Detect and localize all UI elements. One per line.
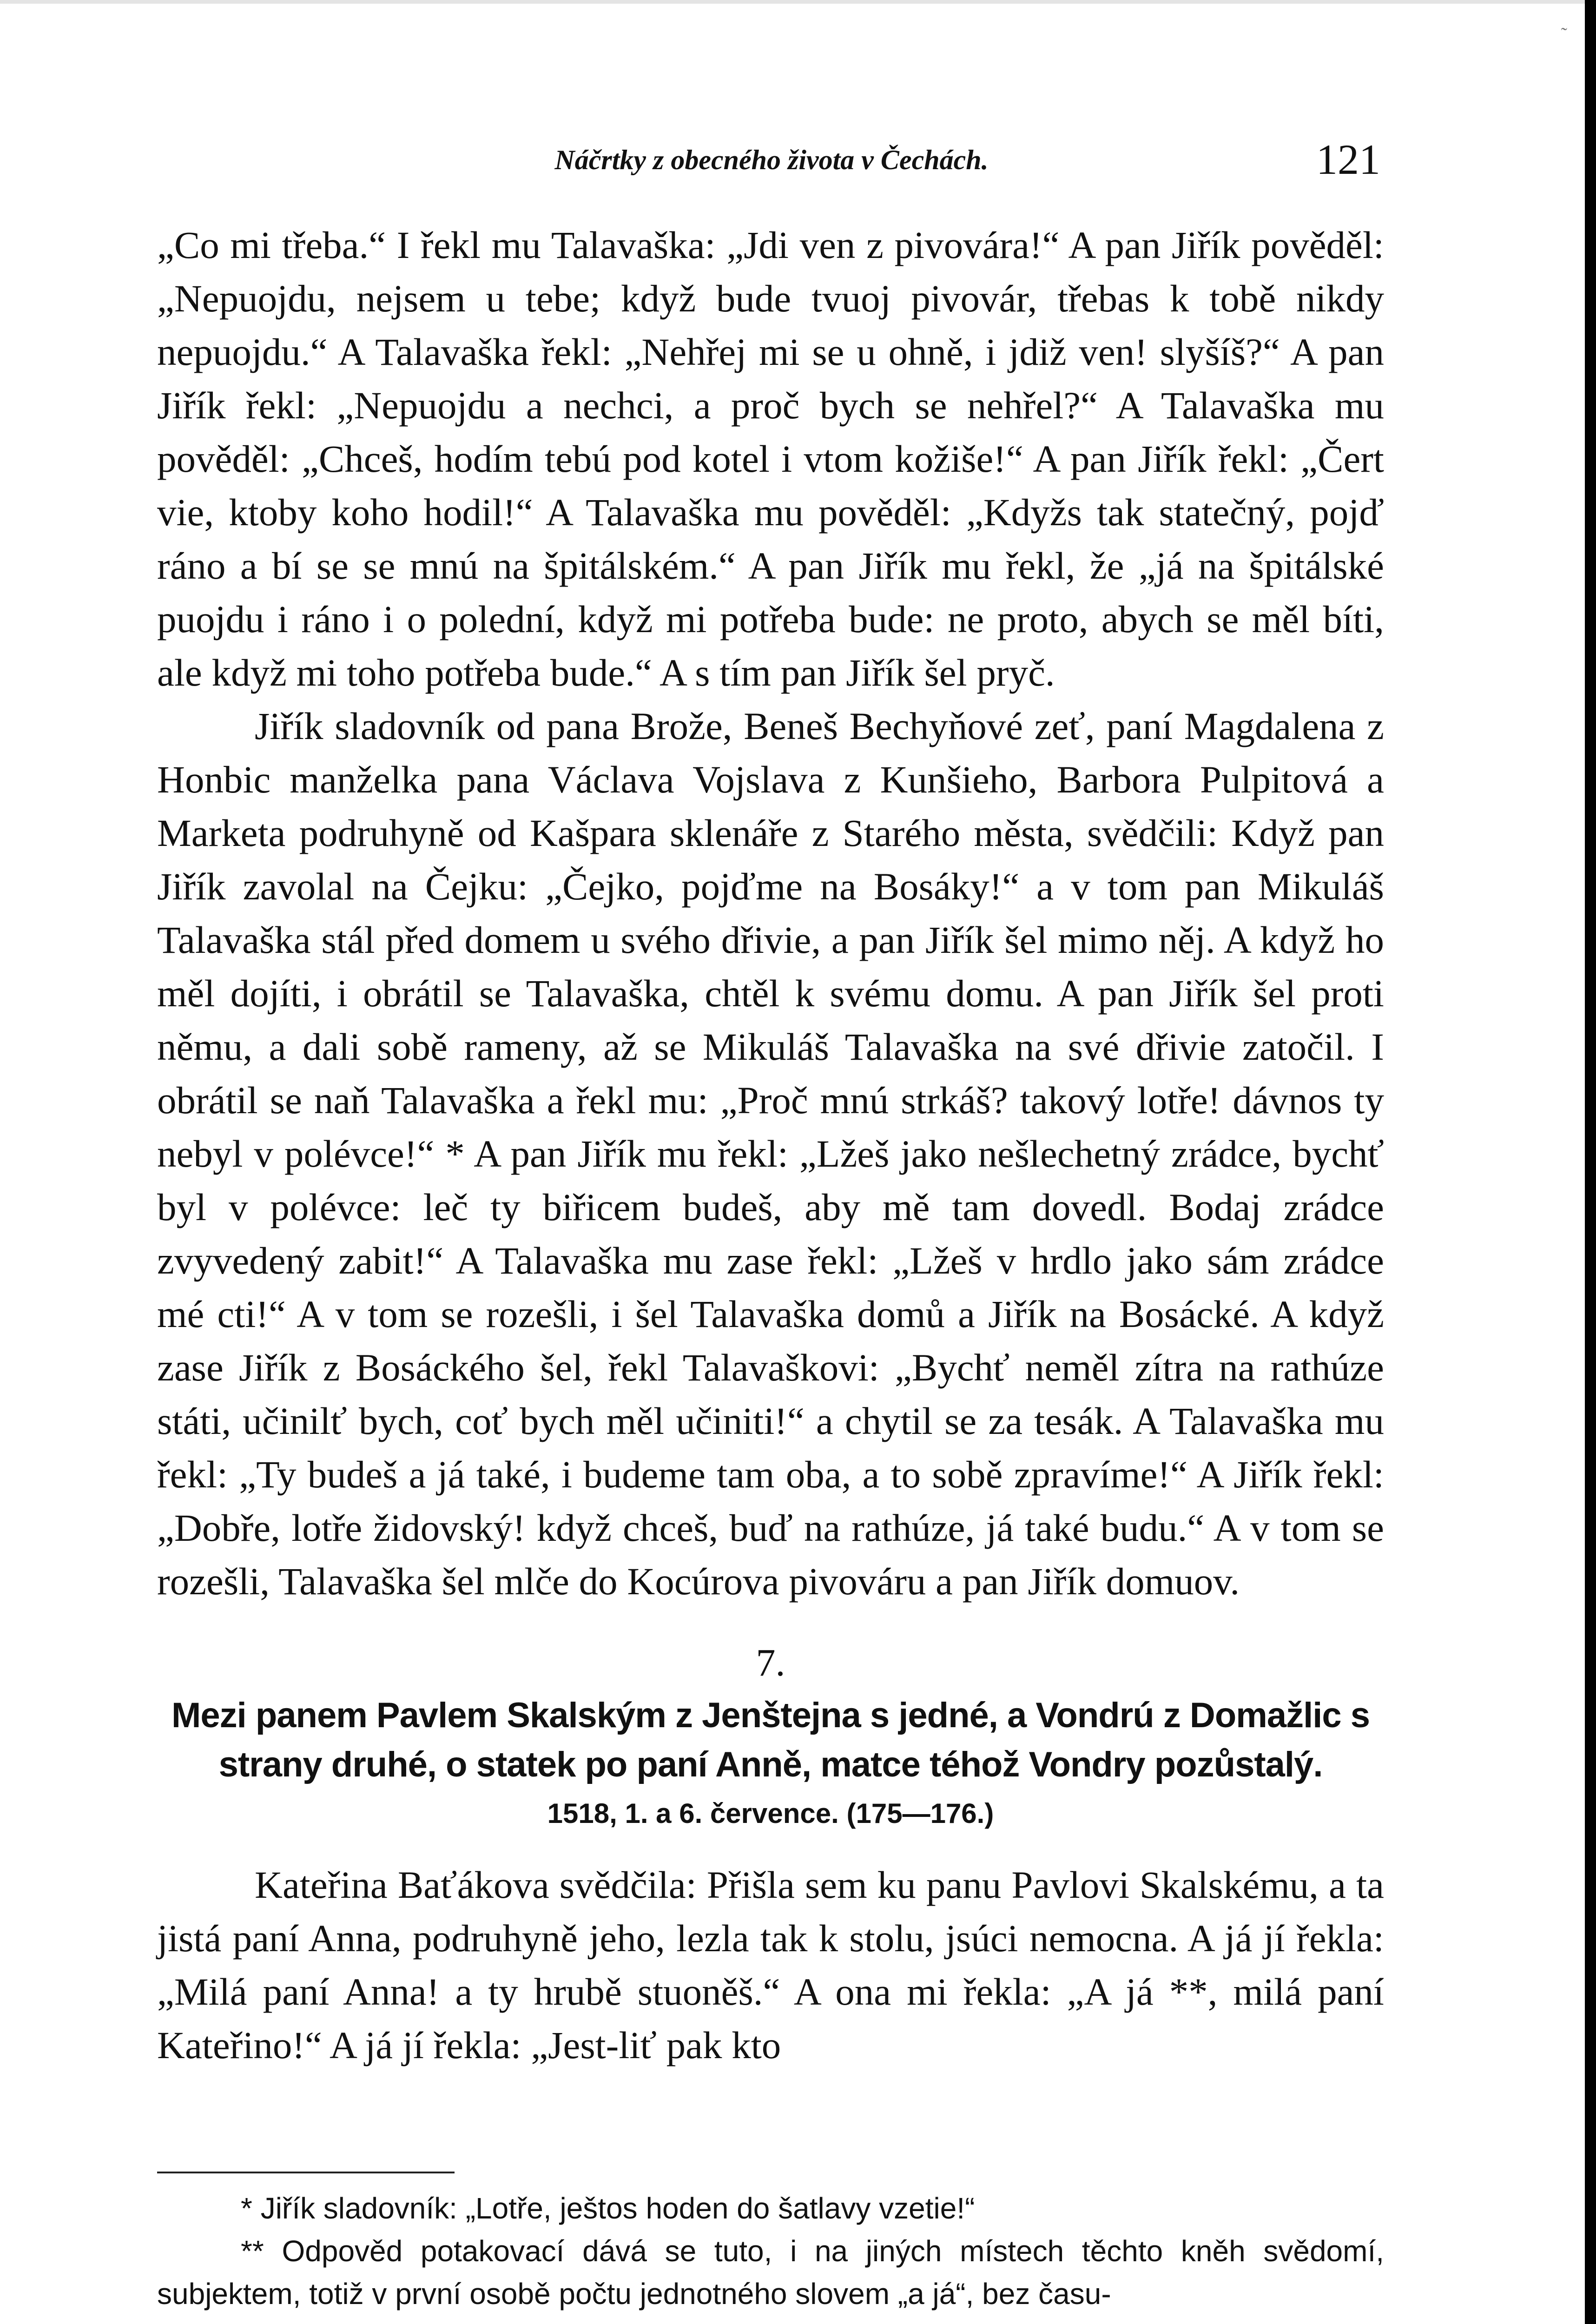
section-heading: Mezi panem Pavlem Skalským z Jenštejna s jedné, a Vondrú z Domažlic s strany druhé, o statek po paní Anně, matce téhož Vondry pozůstalý. [171, 1696, 1370, 1784]
body-text [157, 218, 1384, 2072]
page-header [163, 135, 1380, 195]
paragraph: Jiřík sladovník od pana Brože, Beneš Bechyňové zeť, paní Magdalena z Honbic manželka pana Václava Vojslava z Kunšieho, Barbora Pulpitová a Marketa podruhyně od Kašpara sklenáře z Starého města, svědčili: Když pan Jiřík zavolal na Čejku: „Čejko, pojďme na Bosáky!“ a v tom pan Mikuláš Talavaška stál před domem u svého dřivie, a pan Jiřík šel mimo něj. A když ho měl dojíti, i obrátil se Talavaška, chtěl k svému domu. A pan Jiřík šel proti němu, a dali sobě rameny, až se Mikuláš Talavaška na své dřivie zatočil. I obrátil se naň Talavaška a řekl mu: „Proč mnú strkáš? takový lotře! dávnos ty nebyl v polévce!“ * A pan Jiřík mu řekl: „Lžeš jako nešlechetný zrádce, bychť byl v polévce: leč ty biřicem budeš, aby mě tam dovedl. Bodaj zrádce zvyvedený zabit!“ A Talavaška mu zase řekl: „Lžeš v hrdlo jako sám zrádce mé cti!“ A v tom se rozešli, i šel Talavaška domů a Jiřík na Bosácké. A když zase Jiřík z Bosáckého šel, řekl Talavaškovi: „Bychť neměl zítra na rathúze státi, učinilť bych, coť bych měl učiniti!“ a chytil se za tesák. A Talavaška mu řekl: „Ty budeš a já také, i budeme tam oba, a to sobě zpravíme!“ A Jiřík řekl: „Dobře, lotře židovský! když chceš, buď na rathúze, já také budu.“ A v tom se rozešli, Talavaška šel mlče do Kocúrova pivováru a pan Jiřík domuov. [157, 705, 1384, 1603]
footnotes [157, 2187, 1384, 2315]
scan-top-edge [0, 0, 1596, 4]
footnote: ** Odpověd potakovací dává se tuto, i na jiných místech těchto kněh svědomí, subjektem, totiž v první osobě počtu jednotného slovem „a já“, bez času- [157, 2234, 1384, 2311]
footnote: * Jiřík sladovník: „Lotře, ještos hoden do šatlavy vzetie!“ [241, 2192, 975, 2225]
section-date: 1518, 1. a 6. července. (175—176.) [547, 1798, 994, 1829]
section-number: 7. [756, 1641, 785, 1684]
scan-corner-mark: ˜ [1561, 24, 1567, 45]
section-paragraph: Kateřina Baťákova svědčila: Přišla sem ku panu Pavlovi Skalskému, a ta jistá paní Anna, podruhyně jeho, lezla tak k stolu, jsúci nemocna. A já jí řekla: „Milá paní Anna! a ty hrubě stuoněš.“ A ona mi řekla: „A já **, milá paní Kateřino!“ A já jí řekla: „Jest-liť pak kto [157, 1863, 1384, 2067]
paragraph-continued: „Co mi třeba.“ I řekl mu Talavaška: „Jdi ven z pivovára!“ A pan Jiřík pověděl: „Nepuojdu, nejsem u tebe; když bude tvuoj pivovár, třebas k tobě nikdy nepuojdu.“ A Talavaška řekl: „Nehřej mi se u ohně, i jdiž ven! slyšíš?“ A pan Jiřík řekl: „Nepuojdu a nechci, a proč bych se nehřel?“ A Talavaška mu pověděl: „Chceš, hodím tebú pod kotel i vtom kožiše!“ A pan Jiřík řekl: „Čert vie, ktoby koho hodil!“ A Talavaška mu pověděl: „Kdyžs tak statečný, pojď ráno a bí se se mnú na špitálském.“ A pan Jiřík mu řekl, že „já na špitálské puojdu i ráno i o polední, když mi potřeba bude: ne proto, abych se měl bíti, ale když mi toho potřeba bude.“ A s tím pan Jiřík šel pryč. [157, 224, 1384, 694]
page-number: 121 [1316, 136, 1380, 183]
running-title: Náčrtky z obecného života v Čechách. [554, 145, 989, 175]
footnote-divider [157, 2172, 455, 2173]
scan-right-edge [1585, 0, 1596, 2324]
